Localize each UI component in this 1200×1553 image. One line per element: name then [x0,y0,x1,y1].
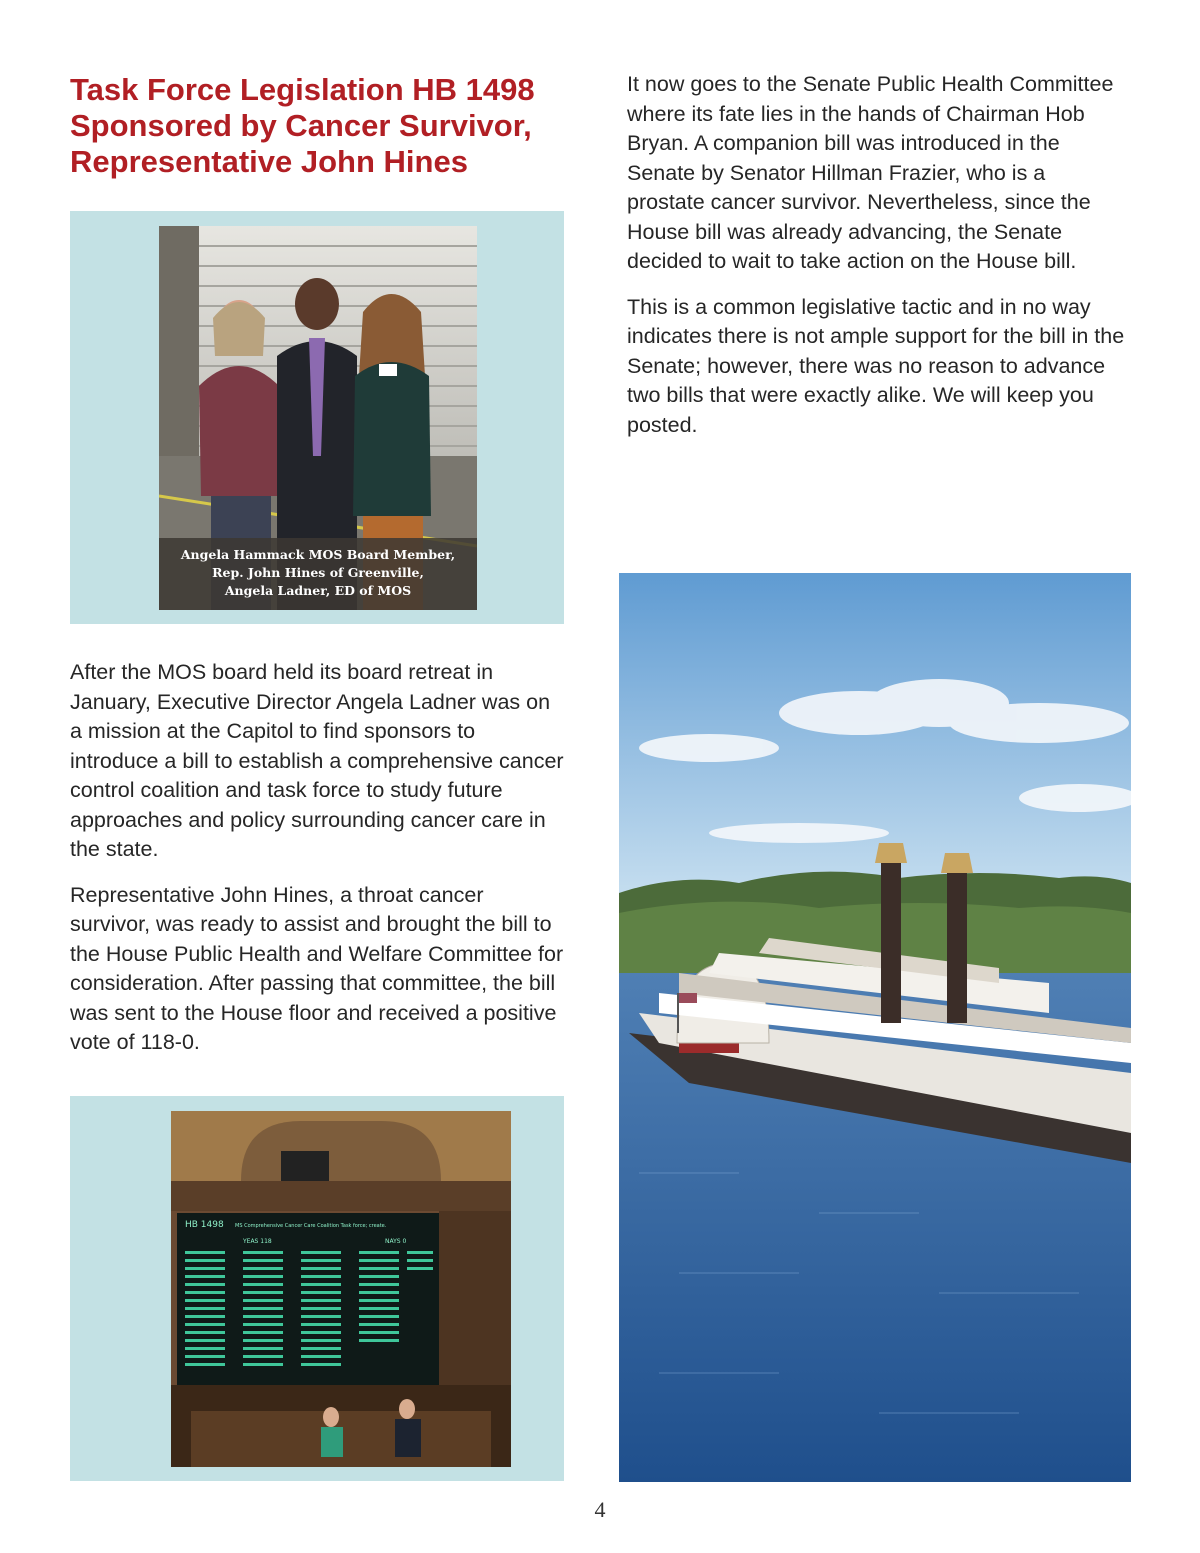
title-line: Representative John Hines [70,144,468,179]
riverboat-illustration [619,573,1131,1482]
title-line: Task Force Legislation HB 1498 [70,72,535,107]
title-line: Sponsored by Cancer Survivor, [70,108,532,143]
photo-caption [159,538,477,610]
board-bill-number: HB 1498 [185,1220,224,1230]
page-number: 4 [594,1497,606,1522]
board-yeas: YEAS 118 [243,1238,272,1245]
paragraph: Representative John Hines, a throat cancer survivor, was ready to assist and brought the bill to the House Public Health and Welfare Committee for consideration. After passing that committee, the bill was sent to the House floor and received a positive vote of 118-0. [70,882,564,1054]
vote-photo-panel [70,1096,564,1481]
group-photo-panel [70,211,564,624]
article-title [70,72,570,180]
right-column-text [627,70,1127,456]
board-header: MS Comprehensive Cancer Care Coalition Task force; create. [235,1223,387,1229]
caption-line: Rep. John Hines of Greenville, [212,565,424,580]
group-photo [159,226,477,610]
paragraph: It now goes to the Senate Public Health Committee where its fate lies in the hands of Chairman Hob Bryan. A companion bill was introduced in the Senate by Senator Hillman Frazier, who is a prostate cancer survivor. Nevertheless, since the House bill was already advancing, the Senate decided to wait to take action on the House bill. [627,72,1114,273]
caption-line: Angela Hammack MOS Board Member, [180,547,456,562]
vote-board-image [171,1111,511,1467]
caption-line: Angela Ladner, ED of MOS [224,583,412,598]
left-column-text [70,658,565,1074]
paragraph: After the MOS board held its board retreat in January, Executive Director Angela Ladner was on a mission at the Capitol to find sponsors to introduce a bill to establish a comprehensive cancer control coalition and task force to study future approaches and policy surrounding cancer care in the state. [70,660,564,861]
board-nays: NAYS 0 [385,1238,407,1245]
riverboat-image [619,573,1131,1482]
vote-board-photo [171,1111,511,1467]
paragraph: This is a common legislative tactic and in no way indicates there is not ample support for the bill in the Senate; however, there was no reason to advance two bills that were exactly alike. We will keep you posted. [627,294,1125,437]
